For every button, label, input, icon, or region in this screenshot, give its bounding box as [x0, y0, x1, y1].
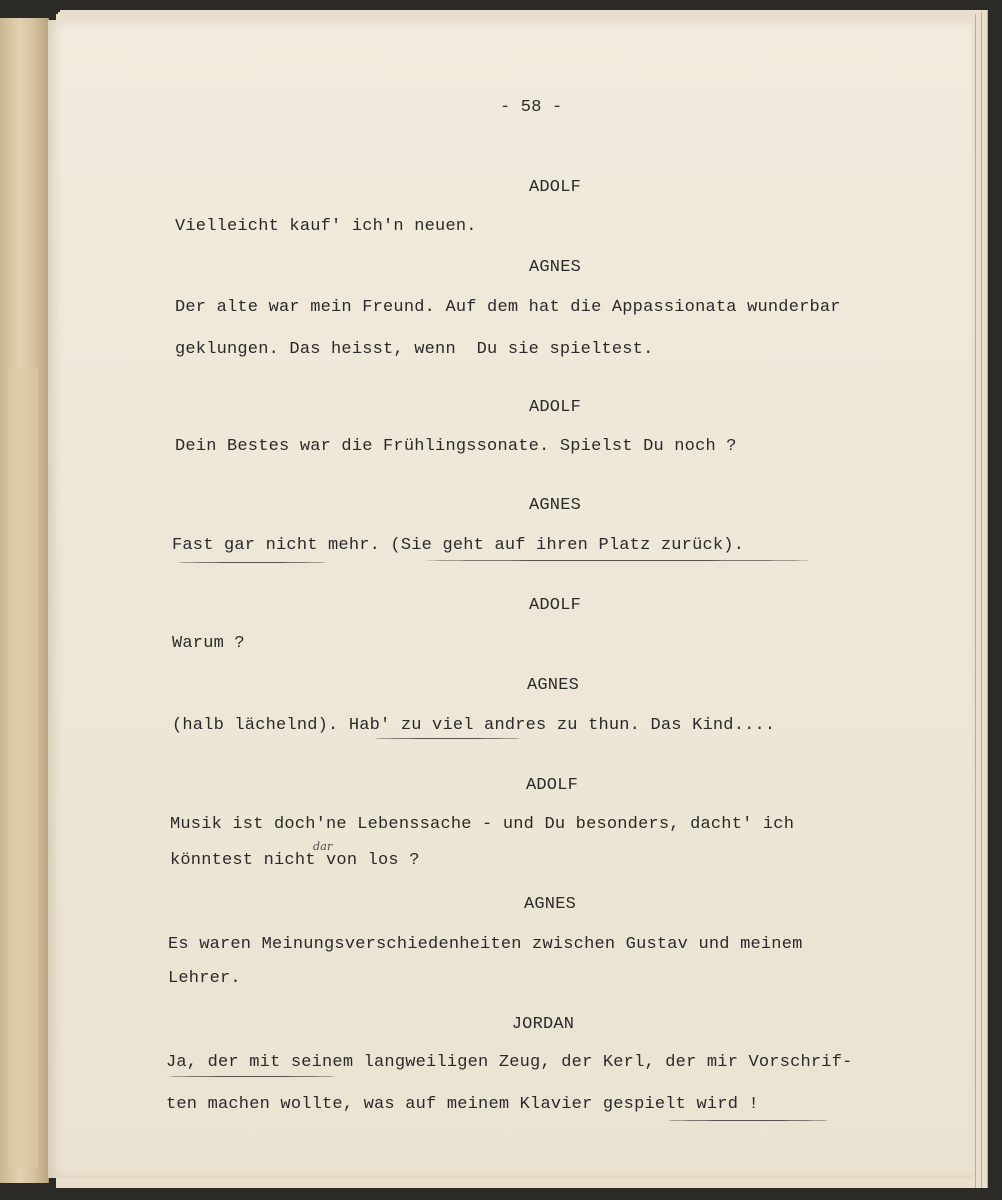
speaker-name: ADOLF: [528, 596, 581, 615]
page-number: - 58 -: [500, 98, 563, 117]
speaker-name: ADOLF: [525, 776, 578, 795]
dialogue-line: Lehrer.: [168, 969, 241, 988]
pencil-underline: [178, 562, 326, 563]
dialogue-line: Es waren Meinungsverschiedenheiten zwischen Gustav und meinem: [168, 935, 803, 954]
dialogue-line: Musik ist doch'ne Lebenssache - und Du besonders, dacht' ich: [170, 815, 795, 834]
pencil-underline: [168, 1076, 336, 1077]
speaker-name: AGNES: [528, 496, 581, 515]
speaker-name: AGNES: [528, 258, 581, 277]
dialogue-line: Der alte war mein Freund. Auf dem hat die Appassionata wunderbar: [175, 298, 841, 317]
dialogue-line: Warum ?: [172, 634, 245, 653]
handwritten-insert: dar: [313, 840, 333, 853]
dialogue-line: Ja, der mit seinem langweiligen Zeug, der Kerl, der mir Vorschrif-: [166, 1053, 853, 1072]
dialogue-line: (halb lächelnd). Hab' zu viel andres zu thun. Das Kind....: [172, 716, 776, 735]
dialogue-line: Dein Bestes war die Frühlingssonate. Spielst Du noch ?: [175, 437, 737, 456]
dialogue-line: Vielleicht kauf' ich'n neuen.: [175, 217, 477, 236]
speaker-name: AGNES: [526, 676, 579, 695]
dialogue-line: könntest nicht von los ?: [170, 851, 420, 870]
speaker-name: AGNES: [523, 895, 576, 914]
pencil-underline: [375, 738, 520, 739]
dialogue-line: Fast gar nicht mehr. (Sie geht auf ihren Platz zurück).: [172, 536, 745, 555]
speaker-name: ADOLF: [528, 178, 581, 197]
pencil-underline: [668, 1120, 828, 1121]
dialogue-line: ten machen wollte, was auf meinem Klavier gespielt wird !: [166, 1095, 759, 1114]
previous-page-edge: [0, 18, 49, 1183]
speaker-name: JORDAN: [511, 1015, 575, 1034]
dialogue-line: geklungen. Das heisst, wenn Du sie spieltest.: [175, 340, 654, 359]
speaker-name: ADOLF: [528, 398, 581, 417]
pencil-underline: [425, 560, 810, 561]
